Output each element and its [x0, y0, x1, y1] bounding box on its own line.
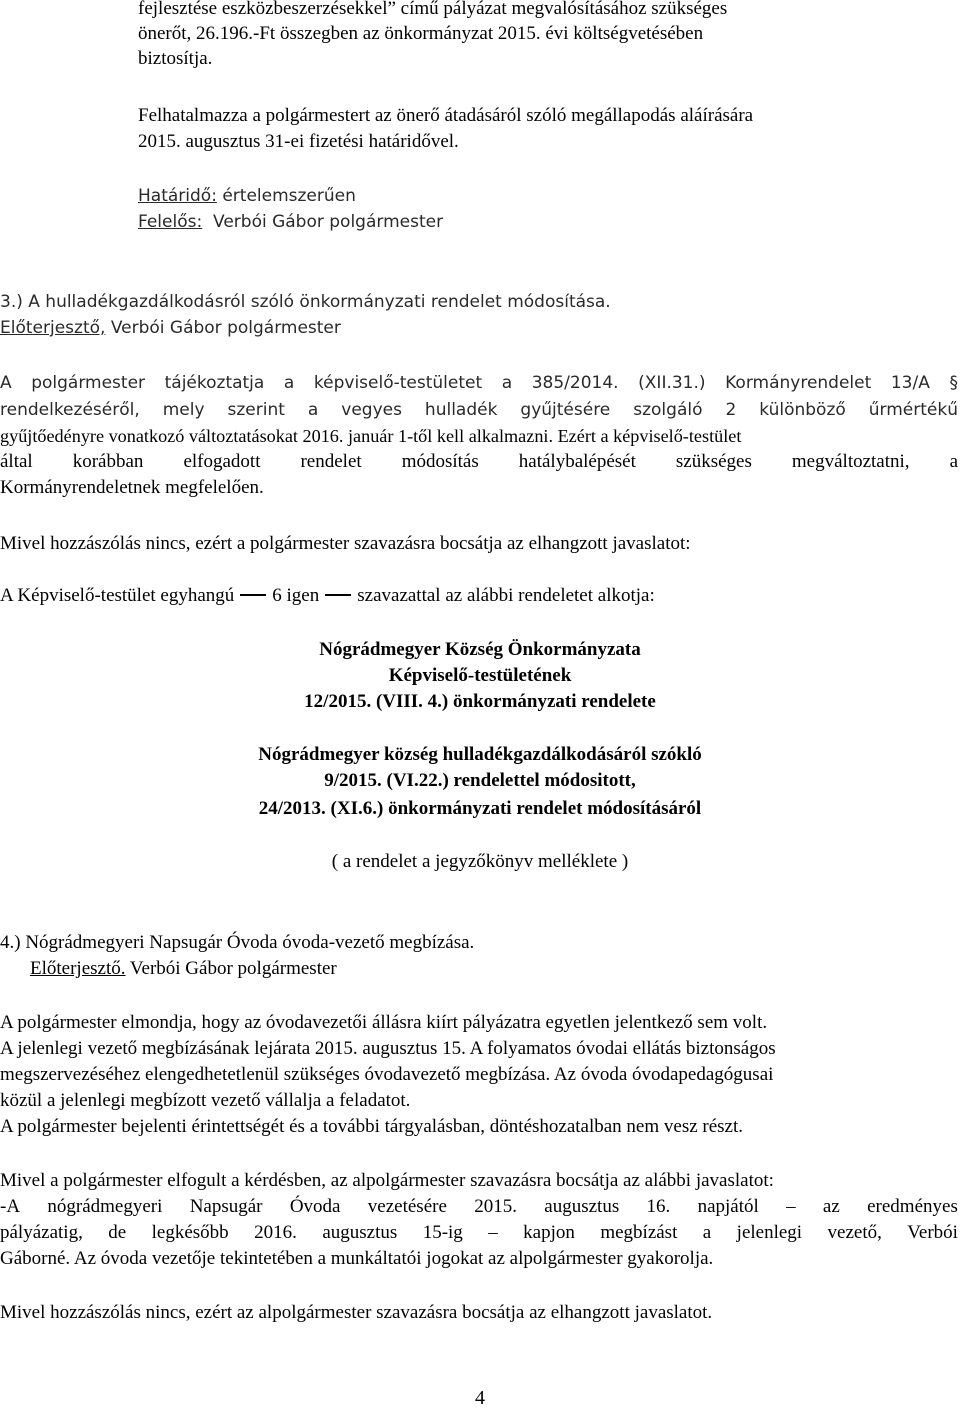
item3-paragraph-line: rendelkezéséről, mely szerint a vegyes hulladék gyűjtésére szolgáló 2 különböző űrmértékű [0, 400, 958, 420]
item4-closing: Mivel hozzászólás nincs, ezért az alpolgármester szavazásra bocsátja az elhangzott javaslatot. [0, 1302, 713, 1323]
item3-paragraph-line: Kormányrendeletnek megfelelően. [0, 477, 264, 498]
responsible-value: Verbói Gábor polgármester [213, 212, 444, 232]
presenter-value: Verbói Gábor polgármester [105, 318, 341, 338]
dash [240, 594, 266, 596]
item4-paragraph-line: A jelenlegi vezető megbízásának lejárata 2015. augusztus 15. A folyamatos óvodai ellátás biztonságos [0, 1038, 776, 1059]
item4-heading: 4.) Nógrádmegyeri Napsugár Óvoda óvoda-vezető megbízása. [0, 932, 475, 953]
item3-presenter-line [0, 316, 341, 340]
deadline-label: Határidő: [138, 186, 217, 206]
page-number: 4 [475, 1387, 485, 1409]
decree-subject: Nógrádmegyer község hulladékgazdálkodásáról szókló [258, 744, 702, 765]
presenter-label: Előterjesztő. [30, 958, 126, 979]
item4-paragraph-line: pályázatig, de legkésőbb 2016. augusztus 15-ig – kapjon megbízást a jelenlegi vezető, Verbói [0, 1222, 958, 1243]
responsible-label: Felelős: [138, 212, 203, 232]
item4-paragraph-line: A polgármester bejelenti érintettségét és a további tárgyalásban, döntéshozatalban nem vesz részt. [0, 1116, 744, 1137]
deadline-value: értelemszerűen [216, 186, 356, 206]
presenter-value: Verbói Gábor polgármester [125, 958, 337, 979]
decree-subject: 24/2013. (XI.6.) önkormányzati rendelet módosításáról [258, 798, 702, 819]
item3-paragraph-line: gyűjtőedényre vonatkozó változtatásokat 2016. január 1-től kell alkalmazni. Ezért a képviselő-testület [0, 426, 742, 446]
item4-paragraph-line: megszervezéséhez elengedhetetlenül szükséges óvodavezető megbízása. Az óvoda óvodapedagógusai [0, 1064, 774, 1085]
annex-note: ( a rendelet a jegyzőkönyv melléklete ) [331, 851, 629, 872]
dash [325, 594, 351, 596]
intro-line: fejlesztése eszközbeszerzésekkel” című pályázat megvalósításához szükséges [138, 0, 728, 19]
decree-title: Képviselő-testületének [388, 665, 572, 686]
decree-subject: 9/2015. (VI.22.) rendelettel módositott, [324, 770, 636, 791]
item3-heading: 3.) A hulladékgazdálkodásról szóló önkormányzati rendelet módosítása. [0, 292, 611, 312]
item4-paragraph-line: A polgármester elmondja, hogy az óvodavezetői állásra kiírt pályázatra egyetlen jelentkező sem volt. [0, 1012, 768, 1033]
intro-line: 2015. augusztus 31-ei fizetési határidővel. [138, 131, 459, 152]
deadline-line [138, 184, 356, 208]
decree-title: 12/2015. (VIII. 4.) önkormányzati rendelete [304, 691, 656, 712]
vote-intro: Mivel hozzászólás nincs, ezért a polgármester szavazásra bocsátja az elhangzott javaslatot: [0, 533, 691, 554]
item3-paragraph-line: A polgármester tájékoztatja a képviselő-testületet a 385/2014. (XII.31.) Kormányrendelet 13/A § [0, 373, 958, 393]
presenter-label: Előterjesztő, [0, 318, 106, 338]
decree-title: Nógrádmegyer Község Önkormányzata [319, 639, 641, 660]
intro-line: biztosítja. [138, 48, 213, 69]
item4-paragraph-line: -A nógrádmegyeri Napsugár Óvoda vezetésére 2015. augusztus 16. napjától – az eredményes [0, 1196, 958, 1217]
responsible-line [138, 210, 443, 234]
item4-presenter-line [30, 957, 337, 981]
intro-line: Felhatalmazza a polgármestert az önerő átadásáról szóló megállapodás aláírására [138, 105, 754, 126]
vote-result: A Képviselő-testület egyhangú 6 igen szavazattal az alábbi rendeletet alkotja: [0, 585, 655, 606]
intro-line: önerőt, 26.196.-Ft összegben az önkormányzat 2015. évi költségvetésében [138, 23, 704, 44]
item3-paragraph-line: által korábban elfogadott rendelet módosítás hatálybalépését szükséges megváltoztatni, a [0, 451, 958, 472]
item4-paragraph-line: Mivel a polgármester elfogult a kérdésben, az alpolgármester szavazásra bocsátja az alábbi javaslatot: [0, 1170, 774, 1191]
item4-paragraph-line: közül a jelenlegi megbízott vezető vállalja a feladatot. [0, 1090, 411, 1111]
item4-paragraph-line: Gáborné. Az óvoda vezetője tekintetében a munkáltatói jogokat az alpolgármester gyakorolja. [0, 1248, 714, 1269]
